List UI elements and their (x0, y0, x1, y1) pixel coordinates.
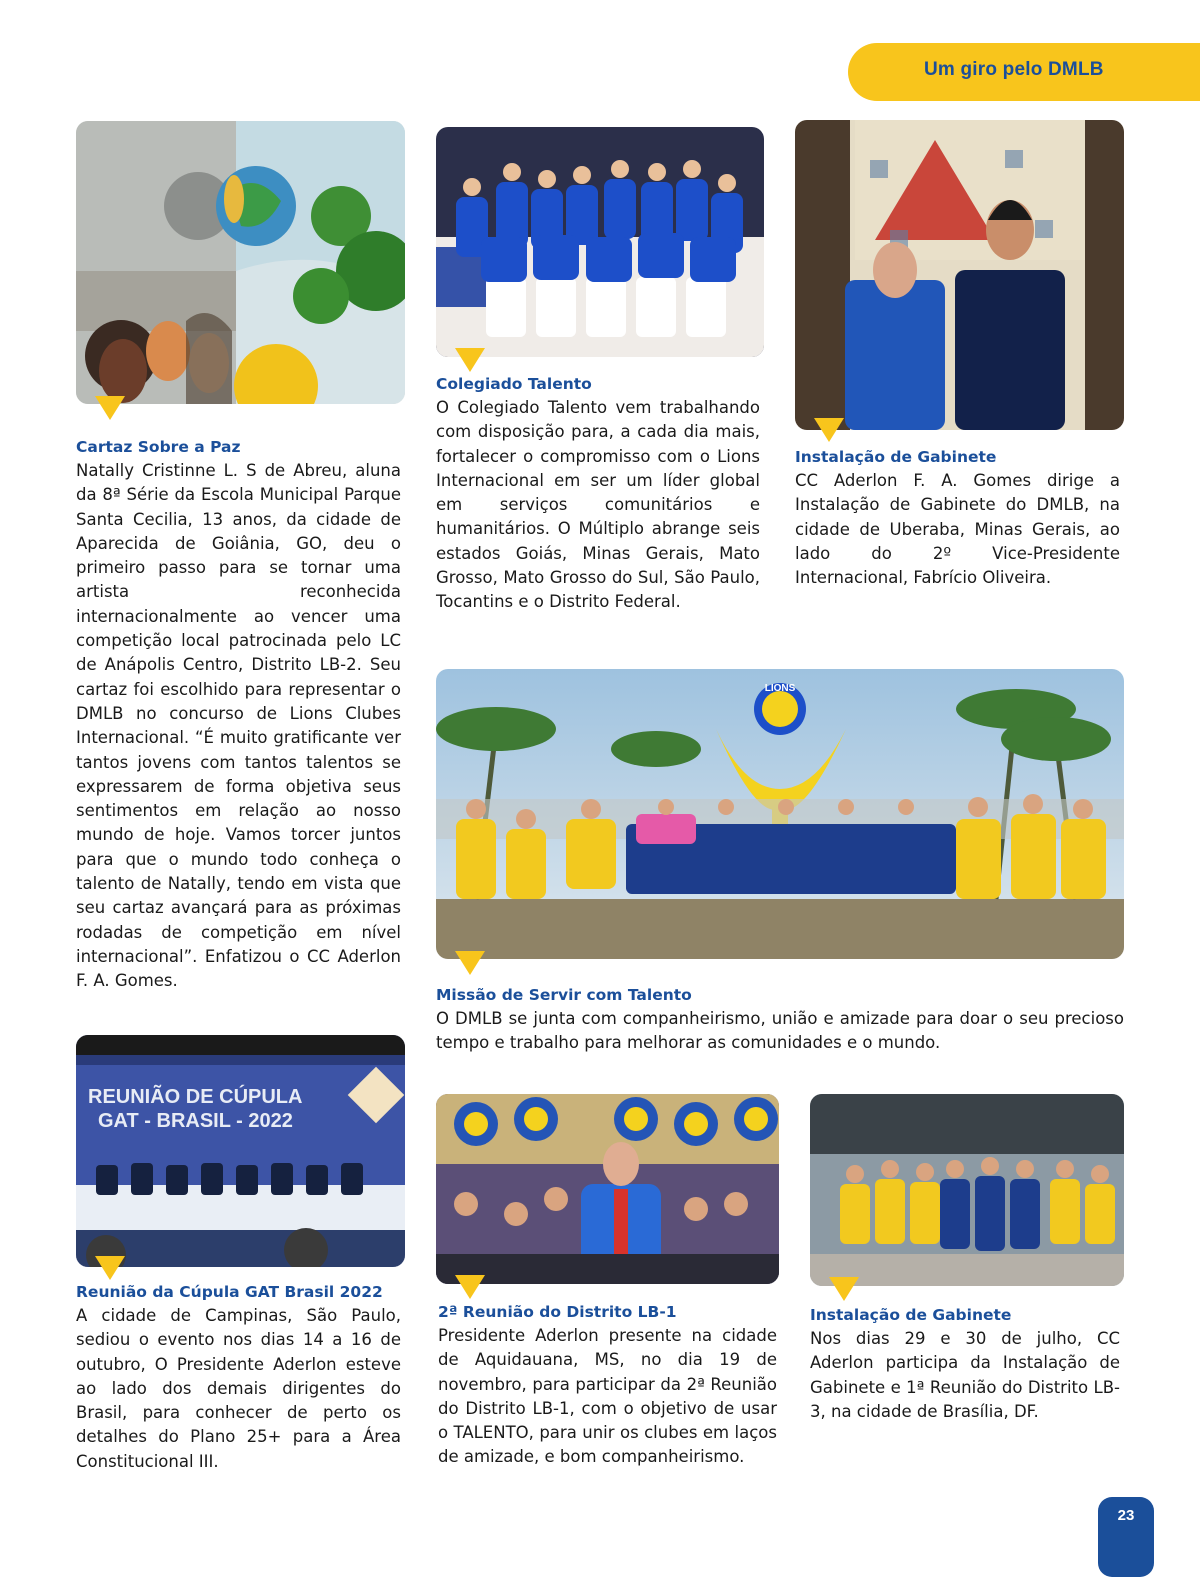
section-title: Um giro pelo DMLB (924, 59, 1104, 80)
gabinete-brasilia-photo (810, 1094, 1124, 1286)
article-cupula (76, 1280, 401, 1474)
article-body: A cidade de Campinas, São Paulo, sediou o evento nos dias 14 a 16 de outubro, O Presidente Aderlon esteve ao lado dos demais dirigentes do Brasil, para conhecer de perto os detalhes do Plano 25+ para a Área Constitucional III. (76, 1306, 401, 1471)
article-body: Presidente Aderlon presente na cidade de Aquidauana, MS, no dia 19 de novembro, para participar da 2ª Reunião do Distrito LB-1, com o objetivo de usar o TALENTO, para unir os clubes em laços de amizade, e bom companheirismo. (438, 1326, 777, 1467)
article-body: O DMLB se junta com companheirismo, união e amizade para doar o seu precioso tempo e trabalho para melhorar as comunidades e o mundo. (436, 1009, 1124, 1053)
article-title: Instalação de Gabinete (795, 448, 997, 466)
summit-banner-line1: REUNIÃO DE CÚPULA (88, 1086, 303, 1108)
cupula-photo (76, 1035, 405, 1267)
lions-sign-text: LIONS (764, 683, 796, 694)
article-body: Natally Cristinne L. S de Abreu, aluna da 8ª Série da Escola Municipal Parque Santa Cecilia, 13 anos, da cidade de Aparecida de Goiânia, GO, deu o primeiro passo para se tornar uma artista reconhecida internacionalmente ao vencer uma competição local patrocinada pelo LC de Anápolis Centro, Distrito LB-2. Seu cartaz foi escolhido para representar o DMLB no concurso de Lions Clubes Internacional. “É muito gratificante ver tantos jovens com tantos talentos se expressarem de forma objetiva seus sentimentos em relação ao nosso mundo de hoje. Vamos torcer juntos para que o mundo todo conheça o talento de Natally, tendo em vista que seu cartaz avançará para as próximas rodadas de competição em nível internacional”. Enfatizou o CC Aderlon F. A. Gomes. (76, 461, 401, 991)
article-missao (436, 983, 1124, 1056)
article-title: Cartaz Sobre a Paz (76, 438, 241, 456)
caption-arrow-icon (95, 1256, 125, 1280)
peace-poster-photo (76, 121, 405, 404)
article-body: CC Aderlon F. A. Gomes dirige a Instalação de Gabinete do DMLB, na cidade de Uberaba, Minas Gerais, ao lado do 2º Vice-Presidente Internacional, Fabrício Oliveira. (795, 471, 1120, 588)
caption-arrow-icon (814, 418, 844, 442)
gabinete-uberaba-photo (795, 120, 1124, 430)
article-reuniao-lb1 (438, 1300, 777, 1470)
article-title: Reunião da Cúpula GAT Brasil 2022 (76, 1283, 383, 1301)
caption-arrow-icon (455, 348, 485, 372)
caption-arrow-icon (829, 1277, 859, 1301)
article-title: Instalação de Gabinete (810, 1306, 1012, 1324)
caption-arrow-icon (95, 396, 125, 420)
page-number: 23 (1117, 1507, 1135, 1524)
article-body: O Colegiado Talento vem trabalhando com disposição para, a cada dia mais, fortalecer o compromisso com o Lions Internacional em ser um líder global em serviços comunitários e humanitários. O Múltiplo abrange seis estados Goiás, Minas Gerais, Mato Grosso, Mato Grosso do Sul, São Paulo, Tocantins e o Distrito Federal. (436, 398, 760, 612)
article-body: Nos dias 29 e 30 de julho, CC Aderlon participa da Instalação de Gabinete e 1ª Reunião do Distrito LB-3, na cidade de Brasília, DF. (810, 1329, 1120, 1421)
article-title: Missão de Servir com Talento (436, 986, 692, 1004)
article-gabinete-uberaba (795, 445, 1120, 590)
page-number-tab (1098, 1497, 1154, 1577)
section-tab (848, 43, 1200, 101)
article-title: 2ª Reunião do Distrito LB-1 (438, 1303, 677, 1321)
article-peace-poster (76, 435, 401, 994)
reuniao-lb1-photo (436, 1094, 779, 1284)
article-colegiado (436, 372, 760, 615)
article-title: Colegiado Talento (436, 375, 592, 393)
missao-group-photo (436, 669, 1124, 959)
caption-arrow-icon (455, 1275, 485, 1299)
colegiado-photo (436, 127, 764, 357)
article-gabinete-brasilia (810, 1303, 1120, 1424)
summit-banner-line2: GAT - BRASIL - 2022 (98, 1110, 293, 1132)
caption-arrow-icon (455, 951, 485, 975)
